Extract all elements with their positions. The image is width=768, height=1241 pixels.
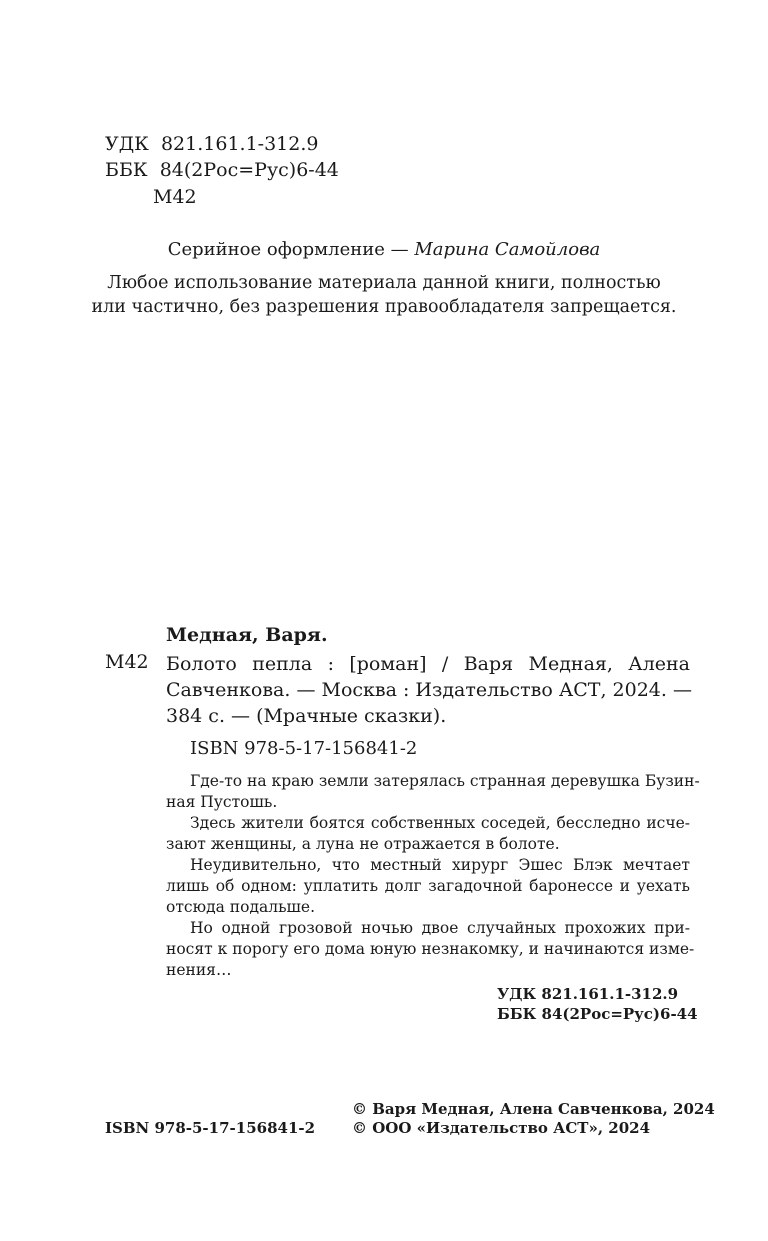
designer-name: Марина Самойлова [414, 239, 601, 260]
copyright-publisher: © ООО «Издательство АСТ», 2024 [352, 1119, 651, 1137]
footer-isbn: ISBN 978-5-17-156841-2 [105, 1119, 316, 1137]
catalog-author-mark: М42 [105, 651, 149, 673]
bbk-code: ББК 84(2Рос=Рус)6-44 [105, 159, 339, 181]
annotation-line: нения… [166, 961, 232, 979]
annotation-line: Но одной грозовой ночью двое случайных прохожих при- [190, 919, 690, 937]
catalog-isbn: ISBN 978-5-17-156841-2 [190, 738, 418, 759]
annotation-line: Здесь жители боятся собственных соседей, бесследно исче- [190, 814, 690, 832]
catalog-author: Медная, Варя. [166, 624, 328, 646]
footer-udk: УДК 821.161.1-312.9 [497, 985, 679, 1003]
catalog-description-line: 384 с. — (Мрачные сказки). [166, 705, 447, 727]
annotation-line: носят к порогу его дома юную незнакомку, и начинаются изме- [166, 940, 695, 958]
annotation-line: ная Пустошь. [166, 793, 278, 811]
author-mark: М42 [153, 186, 197, 208]
catalog-description-line: Савченкова. — Москва : Издательство АСТ, 2024. — [166, 679, 692, 701]
annotation-line: зают женщины, а луна не отражается в болоте. [166, 835, 560, 853]
catalog-description-line: Болото пепла : [роман] / Варя Медная, Алена [166, 653, 690, 675]
annotation-line: отсюда подальше. [166, 898, 316, 916]
footer-bbk: ББК 84(2Рос=Рус)6-44 [497, 1005, 698, 1023]
udk-code: УДК 821.161.1-312.9 [105, 133, 319, 155]
rights-notice-line-2: или частично, без разрешения правообладателя запрещается. [91, 297, 677, 317]
annotation-line: лишь об одном: уплатить долг загадочной баронессе и уехать [166, 877, 690, 895]
annotation-line: Неудивительно, что местный хирург Эшес Блэк мечтает [190, 856, 690, 874]
design-label: Серийное оформление — [167, 239, 415, 260]
annotation-line: Где-то на краю земли затерялась странная деревушка Бузин- [190, 772, 700, 790]
rights-notice-line-1: Любое использование материала данной книги, полностью [107, 273, 661, 293]
series-design-credit [0, 239, 768, 260]
copyright-authors: © Варя Медная, Алена Савченкова, 2024 [352, 1100, 715, 1118]
